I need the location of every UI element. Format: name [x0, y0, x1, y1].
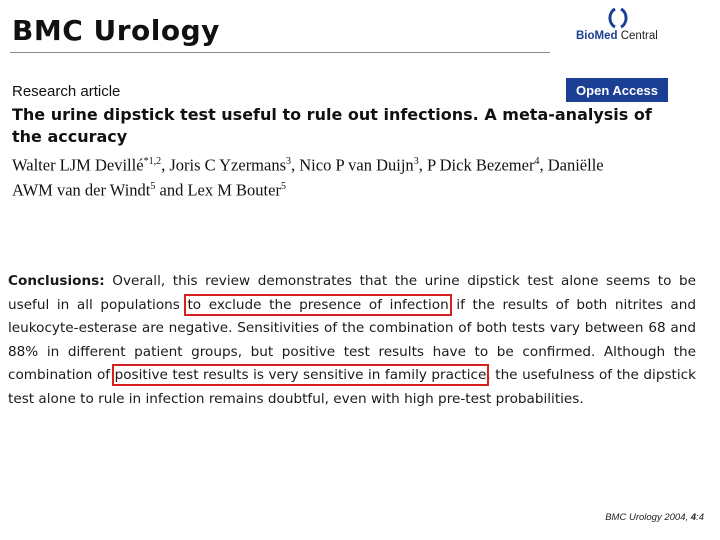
- conclusions-text: Overall, this review demonstrates that the urine dipstick test alone seems to be useful in all populations: [8, 273, 696, 313]
- citation-volume: 4: [690, 512, 697, 523]
- article-title: The urine dipstick test useful to rule out infections. A meta-analysis of the accuracy: [12, 105, 652, 146]
- publisher-name: [576, 30, 658, 42]
- conclusions-paragraph: [8, 270, 696, 411]
- biomed-central-arc-icon: [606, 6, 630, 32]
- conclusions-text: if the results of both nitrites and leukocyte-esterase are negative. Sensitivities of the combination of both tests vary between 68 and 88% in different patient groups, but positive test results have to be confirmed. Although the combination of: [8, 296, 696, 383]
- author-affiliation: *1,2: [143, 156, 162, 167]
- article-type: Research article: [12, 83, 121, 100]
- author-affiliation: 5: [150, 180, 156, 192]
- author-affiliation: 3: [413, 156, 419, 167]
- header-divider: [10, 52, 550, 53]
- author-affiliation: 4: [534, 156, 540, 167]
- journal-title: BMC Urology: [12, 14, 220, 47]
- conclusions-text: , the usefulness of the dipstick test alone to rule in infection remains doubtful, even with high pre-test probabilities.: [8, 367, 697, 407]
- citation-article: :4: [696, 512, 704, 523]
- author-name: Walter LJM Devillé: [12, 155, 144, 175]
- highlighted-phrase-exclude-infection: to exclude the presence of infection: [187, 296, 449, 313]
- citation: [605, 512, 704, 523]
- open-access-badge: Open Access: [566, 78, 668, 102]
- author-affiliation: 3: [286, 156, 292, 167]
- author-name: P Dick Bezemer: [426, 155, 535, 175]
- publisher-name-bio: Bio: [576, 30, 595, 42]
- author-name: Joris C Yzermans: [169, 155, 287, 175]
- citation-journal: BMC Urology 2004,: [605, 512, 691, 523]
- author-name: Nico P van Duijn: [299, 155, 414, 175]
- conclusions-label: Conclusions:: [8, 273, 105, 289]
- author-name: Lex M Bouter: [187, 180, 281, 199]
- author-conjunction: and: [155, 180, 188, 199]
- publisher-logo: [576, 6, 696, 46]
- publisher-name-central: Central: [617, 30, 658, 42]
- publisher-name-med: Med: [594, 30, 618, 42]
- highlighted-phrase-sensitive-family-practice: positive test results is very sensitive in family practice: [114, 367, 487, 383]
- author-name: Daniëlle AWM van der Windt: [12, 155, 604, 199]
- author-list: Walter LJM Devillé$^{*1,2}$, Joris C Yzermans$^3$, Nico P van Duijn$^3$, P Dick Bezemer$^4$, Daniëlle AWM van der Windt$^5$ and Lex M Bouter$^5$: [12, 155, 604, 199]
- author-affiliation: 5: [280, 180, 286, 192]
